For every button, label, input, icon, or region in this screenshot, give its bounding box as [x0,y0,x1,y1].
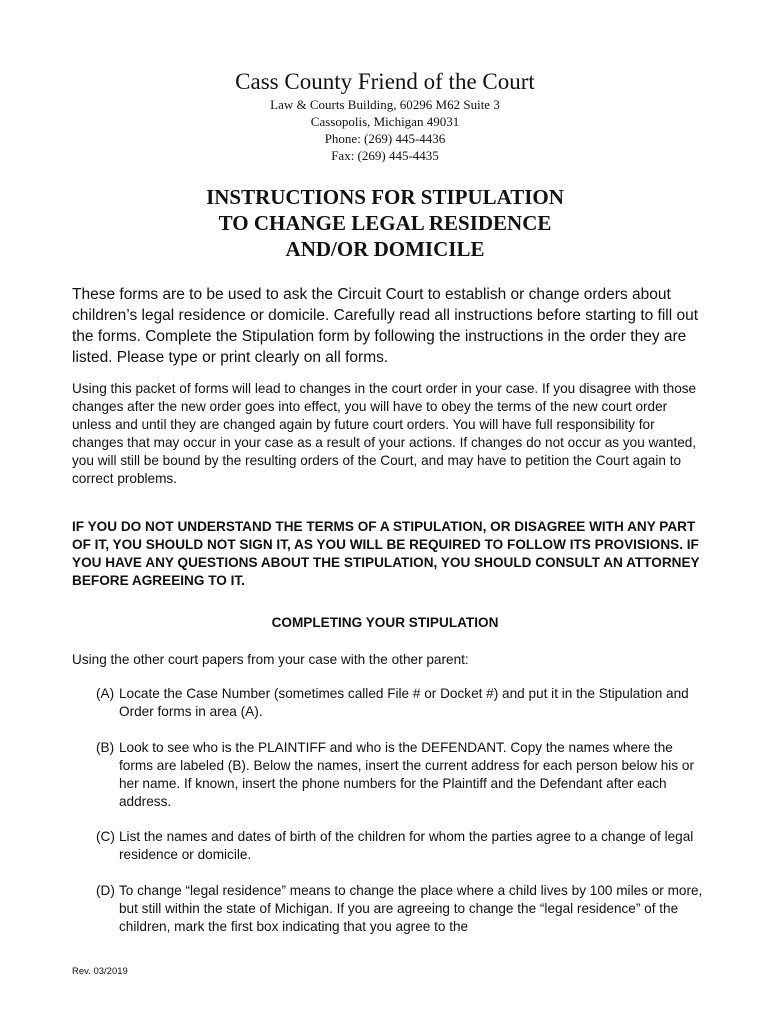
step-marker: (C) [96,829,115,844]
section-heading: COMPLETING YOUR STIPULATION [271,615,499,630]
step-marker: (B) [96,740,115,755]
step-marker: (D) [96,883,115,898]
step-item-d [96,882,704,936]
letterhead [0,68,770,164]
step-text: To change “legal residence” means to change the place where a child lives by 100 miles or more, but still within the state of Michigan. If you are agreeing to change the “legal residence” of the children, mark the first box indicating that you agree to the [119,883,703,934]
step-marker: (A) [96,686,115,701]
step-text: List the names and dates of birth of the children for whom the parties agree to a change of legal residence or domicile. [119,829,694,862]
intro-paragraph: These forms are to be used to ask the Circuit Court to establish or change orders about children’s legal residence or domicile. Carefully read all instructions before starting to fill out the forms. Complete the Stipulation form by following the instructions in the order they are listed. Please type or print clearly on all forms. [72,286,699,366]
fax-number: Fax: (269) 445-4435 [331,148,439,163]
step-item-b [96,739,704,811]
step-item-c [96,828,704,864]
address-line-2: Cassopolis, Michigan 49031 [310,114,460,129]
title-line-3: AND/OR DOMICILE [285,237,485,261]
phone-number: Phone: (269) 445-4436 [324,131,446,146]
revision-date: Rev. 03/2019 [72,966,128,977]
step-text: Look to see who is the PLAINTIFF and who is the DEFENDANT. Copy the names where the forms are labeled (B). Below the names, insert the current address for each person below his or her name. If known, insert the phone numbers for the Plaintiff and the Defendant after each address. [119,740,694,809]
document-title [0,184,770,262]
warning-paragraph: IF YOU DO NOT UNDERSTAND THE TERMS OF A STIPULATION, OR DISAGREE WITH ANY PART OF IT, YOU SHOULD NOT SIGN IT, AS YOU WILL BE REQUIRED TO FOLLOW ITS PROVISIONS. IF YOU HAVE ANY QUESTIONS ABOUT THE STIPULATION, YOU SHOULD CONSULT AN ATTORNEY BEFORE AGREEING TO IT. [72,519,700,588]
title-line-2: TO CHANGE LEGAL RESIDENCE [218,211,552,235]
title-line-1: INSTRUCTIONS FOR STIPULATION [206,185,564,209]
step-text: Locate the Case Number (sometimes called File # or Docket #) and put it in the Stipulation and Order forms in area (A). [119,686,689,719]
organization-name: Cass County Friend of the Court [235,69,535,94]
consequence-paragraph: Using this packet of forms will lead to changes in the court order in your case. If you disagree with those changes after the new order goes into effect, you will have to obey the terms of the new court order unless and until they are changed again by future court orders. You will have full responsibility for changes that may occur in your case as a result of your actions. If changes do not occur as you wanted, you will still be bound by the resulting orders of the Court, and may have to petition the Court again to correct problems. [72,381,697,486]
step-item-a [96,685,704,721]
section-intro: Using the other court papers from your case with the other parent: [72,652,469,667]
address-line-1: Law & Courts Building, 60296 M62 Suite 3 [270,97,500,112]
